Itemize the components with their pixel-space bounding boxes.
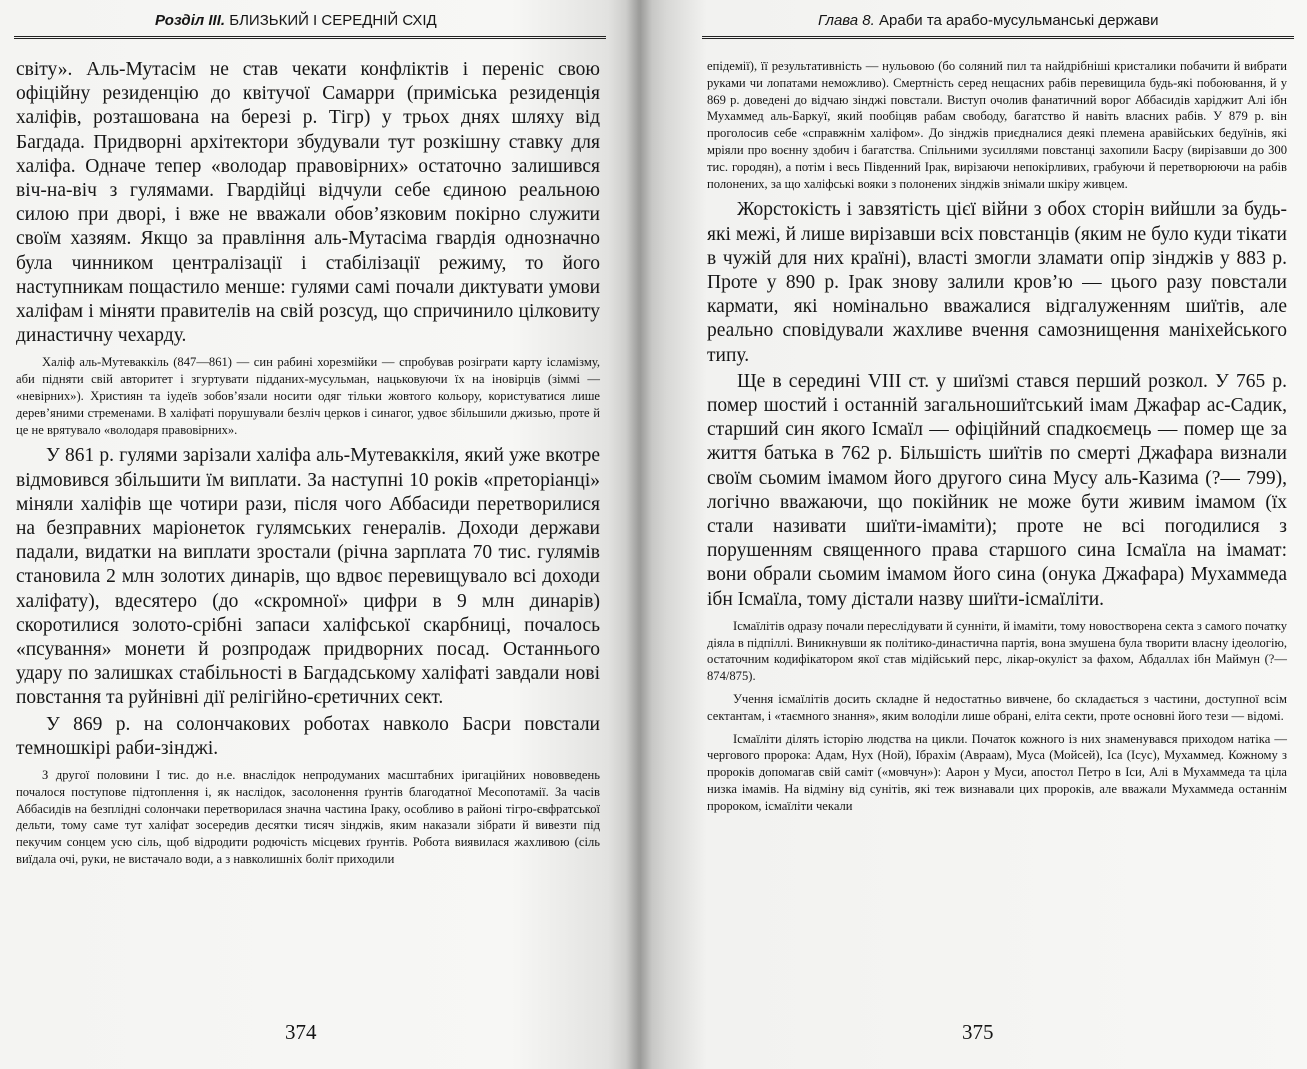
paragraph: У 861 р. гулями зарізали халіфа аль-Мутеваккіля, який уже вкотре відмовився збільшити їм виплати. За наступні 10 років «преторіанці» міняли халіфів ще чотири рази, після чого Аббасиди перетворилися на безправних маріонеток гулямських генералів. Доходи держави падали, видатки на виплати зростали (річна зарплата 70 тис. гулямів становила 2 млн золотих динарів, що вдвоє перевищувало всі доходи халіфату), вдесятеро (до «скромної» цифри в 9 млн динарів) скоротилися золото-срібні запаси халіфської скарбниці, почалось «псування» монети й розпродаж придворних посад. Останнього удару по залишках стабільності в Багдадському халіфаті завдали нові повстання та руйнівні дії релігійно-єретичних сект. [16,445,600,709]
header-title: БЛИЗЬКИЙ І СЕРЕДНІЙ СХІД [229,12,437,29]
running-header [155,12,437,29]
header-title: Араби та арабо-мусульманські держави [879,12,1159,29]
note-paragraph: Халіф аль-Мутеваккіль (847—861) — син рабині хорезмійки — спробував розіграти карту ісламізму, аби підняти свій авторитет і згуртувати підданих-мусульман, нацьковуючи їх на іновірців (зіммі — «невірних»). Християн та іудеїв зобов’язали носити одяг тільки жовтого кольору, користуватися лише дерев’яними стременами. В халіфаті порушували безліч церков і синагог, удвоє збільшили джизью, проте й це не врятувало «володаря правовірних». [16,355,600,437]
page-number: 375 [962,1020,994,1044]
running-header [818,12,1159,29]
header-section: Розділ III. [155,12,226,29]
paragraph: світу». Аль-Мутасім не став чекати конфліктів і переніс свою офіційну резиденцію до квітучої Самарри (приміська резиденція халіфів, розташована на березі р. Тігр) у трьох днях шляху від Багдада. Придворні архітектори збудували тут розкішну ставку для халіфа. Одначе тепер «володар правовірних» остаточно залишився віч-на-віч з гулямами. Гвардійці відчули себе єдиною реальною силою при дворі, і вже не вважали обов’язковим покірно служити своїм хазяям. Якщо за правління аль-Мутасіма гвардія однозначно була чинником централізації і стабілізації режиму, то його наступникам пощастило менше: гулями самі почали диктувати умови халіфам і міняти правителів на свій розсуд, що спричинило цілковиту династичну чехарду. [16,59,600,347]
left-page [0,0,640,1069]
note-paragraph: епідемії), її результативність — нульовою (бо соляний пил та найдрібніші кристалики побачити й вибрати руками чи лопатами неможливо). Смертність серед нещасних рабів перевищила будь-які побоювання, й у 869 р. доведені до відчаю зінджі повстали. Виступ очолив фанатичний ворог Аббасидів харіджит Алі ібн Мухаммед аль-Баркуї, який пообіцяв рабам свободу, багатство й навіть власних рабів. У 879 р. він проголосив себе «справжнім халіфом». До зінджів приєдналися деякі племена аравійських бедуїнів, які мріяли про воєнну здобич і багатства. Спільними зусиллями повстанці захопили Басру (вирізавши до 300 тис. городян), а потім і весь Південний Ірак, вирізаючи непокірливих, грабуючи й перетворюючи на рабів полонених, за що халіфські вояки з полонених зінджів знімали шкіру живцем. [707,59,1287,191]
note-paragraph: З другої половини І тис. до н.е. внаслідок непродуманих масштабних іригаційних нововведень почалося поступове підтоплення і, як наслідок, засолонення ґрунтів благодатної Месопотамії. За часів Аббасидів на безплідні солончаки перетворилася значна частина Іраку, особливо в районі тігро-євфратської дельти, тому саме тут халіфат зосередив десятки тисяч зінджів, яким наказали зібрати й вивезти під пекучим сонцем усю сіль, щоб відродити родючість місцевих ґрунтів. Робота виявилася жахливою (сіль виїдала очі, руки, не вистачало води, а з навколишніх боліт приходили [16,768,600,867]
page-number: 374 [285,1020,317,1044]
page-body [707,58,1287,821]
right-page [640,0,1307,1069]
note-paragraph: Ісмаїліти ділять історію людства на цикли. Початок кожного із них знаменувався приходом натіка — чергового пророка: Адам, Нух (Ной), Ібрахім (Авраам), Муса (Мойсей), Іса (Ісус), Мухаммед. Кожному з пророків допомагав свій саміт («мовчун»): Аарон у Муси, апостол Петро в Іси, Алі в Мухаммеда та ціла низка імамів. На відміну від сунітів, які теж визнавали цих пророків, але вважали Мухаммеда останнім пророком, ісмаїліти чекали [707,731,1287,813]
paragraph: У 869 р. на солончакових роботах навколо Басри повстали темношкірі раби-зінджі. [16,713,600,759]
note-paragraph: Учення ісмаїлітів досить складне й недостатньо вивчене, бо складається з частини, доступної всім сектантам, і «таємного знання», яким володіли лише обрані, еліта секти, проте основні його тези — відомі. [707,692,1287,723]
paragraph: Ще в середині VIII ст. у шиїзмі стався перший розкол. У 765 р. помер шостий і останній загальношиїтський імам Джафар ас-Садик, старший син якого Ісмаїл — офіційний спадкоємець — помер ще за життя батька в 762 р. Більшість шиїтів по смерті Джафара визнали своїм сьомим імамом його другого сина Мусу аль-Казима (?— 799), логічно вважаючи, що покійник не може бути живим імамом (їх стали називати шиїти-імаміти); проте не всі погодилися з порушенням священного права старшого сина Ісмаїла на імамат: вони обрали сьомим імамом його сина (онука Джафара) Мухаммеда ібн Ісмаїла, тому дістали назву шиїти-ісмаїліти. [707,370,1287,610]
note-paragraph: Ісмаїлітів одразу почали переслідувати й сунніти, й імаміти, тому новостворена секта з самого початку діяла в підпіллі. Виникнувши як політико-династична партія, вона змушена була творити власну ідеологію, остаточним кодифікатором якої став мідійський перс, лікар-окуліст за фахом, Абдаллах ібн Маймун (?— 874/875). [707,618,1287,684]
book-gutter [626,0,652,1069]
page-body [16,58,600,874]
header-rule [14,36,606,39]
header-section: Глава 8. [818,12,875,29]
paragraph: Жорстокість і завзятість цієї війни з обох сторін вийшли за будь-які межі, й лише вирізавши всіх повстанців (яким не було куди тікати в чужій для них країні), власті змогли зламати опір зінджів у 883 р. Проте у 890 р. Ірак знову залили кров’ю — цього разу повстали кармати, які номінально вважалися відгалуженням шиїтів, але реально сповідували жахливе вчення самознищення маніхейського типу. [707,199,1287,366]
header-rule [702,36,1294,39]
